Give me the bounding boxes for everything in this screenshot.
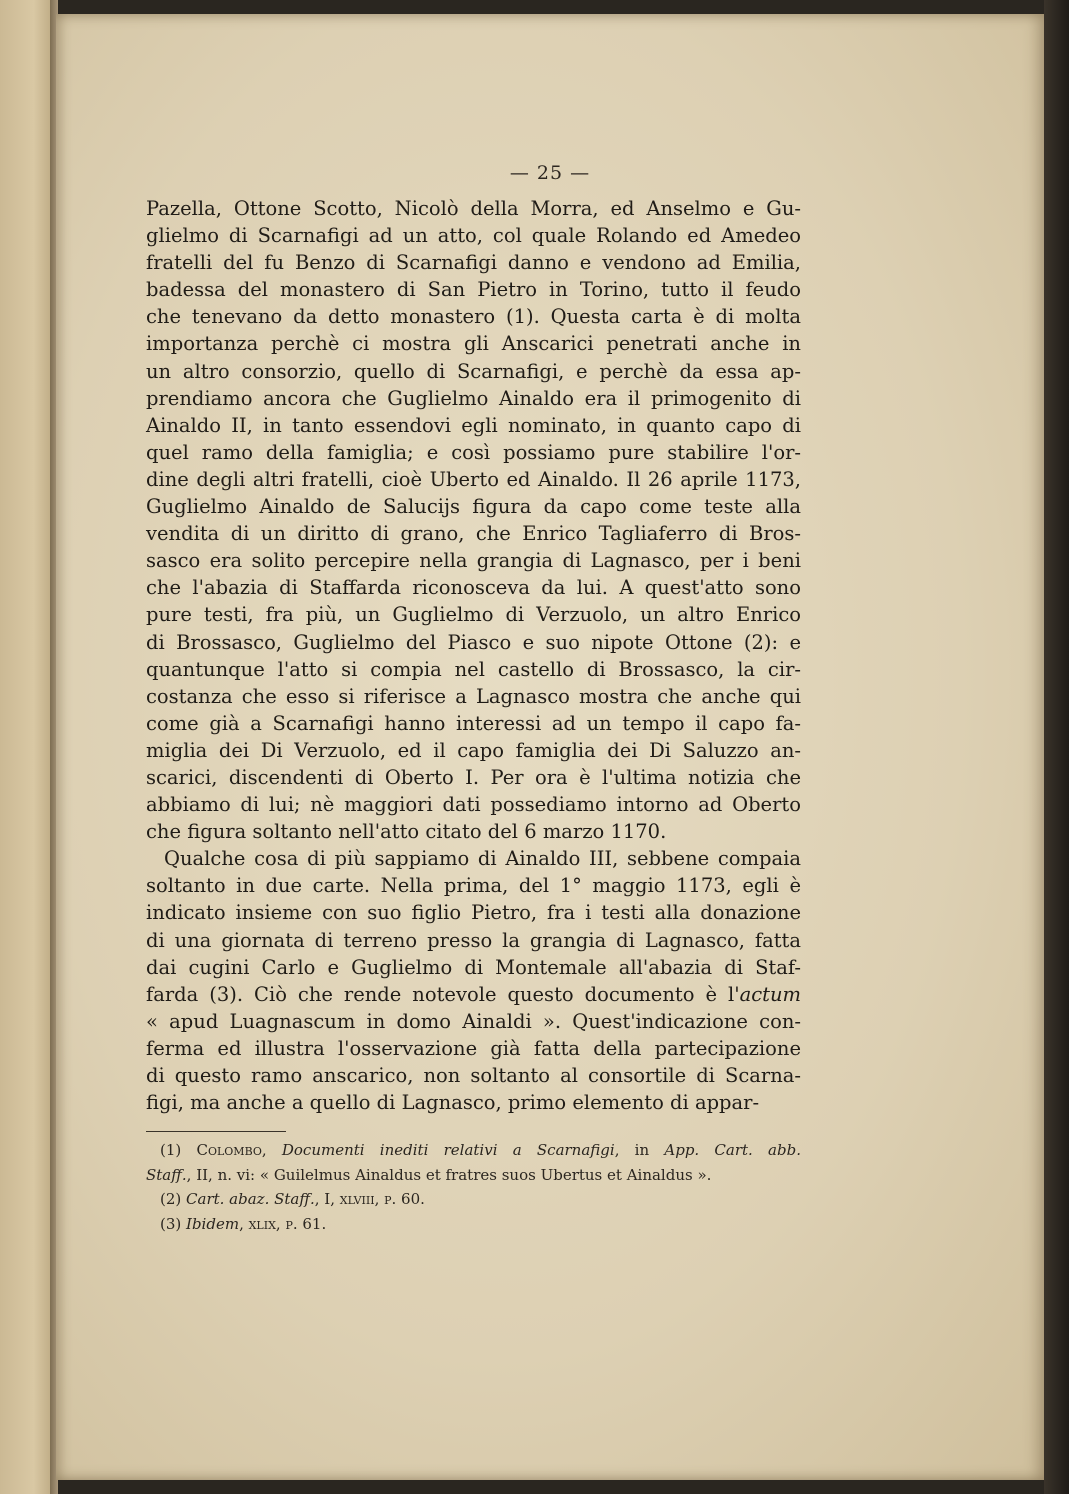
text-line: badessa del monastero di San Pietro in Torino, tutto il feudo (146, 278, 801, 302)
text-line: dai cugini Carlo e Guglielmo di Montemale all'abazia di Staf- (146, 955, 801, 979)
text-line: di una giornata di terreno presso la grangia di Lagnasco, fatta (146, 928, 801, 952)
footnote-1: (1) Colombo, Documenti inediti relativi a Scarnafigi, in App. Cart. abb. (160, 1141, 801, 1159)
text-line: un altro consorzio, quello di Scarnafigi, e perchè da essa ap- (146, 359, 801, 383)
text-line: farda (3). Ciò che rende notevole questo documento è l'actum (146, 982, 801, 1006)
text-line: soltanto in due carte. Nella prima, del 1° maggio 1173, egli è (146, 874, 801, 898)
text-line: come già a Scarnafigi hanno interessi ad un tempo il capo fa- (146, 711, 801, 735)
text-line: glielmo di Scarnafigi ad un atto, col quale Rolando ed Amedeo (146, 224, 801, 248)
text-line: dine degli altri fratelli, cioè Uberto ed Ainaldo. Il 26 aprile 1173, (146, 467, 801, 491)
text-line: vendita di un diritto di grano, che Enrico Tagliaferro di Bros- (146, 522, 801, 546)
scan-background (1044, 0, 1069, 1494)
footnote-3: (3) Ibidem, xlix, p. 61. (160, 1214, 327, 1233)
footnote-1-cont: Staff., II, n. vi: « Guilelmus Ainaldus et fratres suos Ubertus et Ainaldus ». (146, 1165, 712, 1184)
text-line: Qualche cosa di più sappiamo di Ainaldo III, sebbene compaia (164, 847, 801, 871)
text-line: che l'abazia di Staffarda riconosceva da lui. A quest'atto sono (146, 576, 801, 600)
text-line: importanza perchè ci mostra gli Anscarici penetrati anche in (146, 332, 801, 356)
text-line: ferma ed illustra l'osservazione già fatta della partecipazione (146, 1036, 801, 1060)
text-line: fratelli del fu Benzo di Scarnafigi danno e vendono ad Emilia, (146, 251, 801, 275)
text-line: scarici, discendenti di Oberto I. Per ora è l'ultima notizia che (146, 765, 801, 789)
footnote-rule (146, 1131, 286, 1132)
text-line: Pazella, Ottone Scotto, Nicolò della Morra, ed Anselmo e Gu- (146, 197, 801, 220)
text-line: figi, ma anche a quello di Lagnasco, primo elemento di appar- (146, 1091, 760, 1115)
text-line: Ainaldo II, in tanto essendovi egli nominato, in quanto capo di (146, 413, 801, 437)
text-line: quantunque l'atto si compia nel castello di Brossasco, la cir- (146, 657, 801, 681)
facing-page-edge (0, 0, 56, 1494)
main-text (146, 195, 801, 1116)
text-line: abbiamo di lui; nè maggiori dati possediamo intorno ad Oberto (146, 793, 801, 817)
text-line: di Brossasco, Guglielmo del Piasco e suo nipote Ottone (2): e (146, 630, 801, 654)
text-line: indicato insieme con suo figlio Pietro, fra i testi alla donazione (146, 901, 801, 925)
text-line: « apud Luagnascum in domo Ainaldi ». Quest'indicazione con- (146, 1009, 801, 1033)
text-line: costanza che esso si riferisce a Lagnasco mostra che anche qui (146, 684, 801, 708)
text-line: che tenevano da detto monastero (1). Questa carta è di molta (146, 305, 801, 329)
text-line: prendiamo ancora che Guglielmo Ainaldo era il primogenito di (146, 386, 801, 410)
text-line: quel ramo della famiglia; e così possiamo pure stabilire l'or- (146, 440, 801, 464)
text-line: miglia dei Di Verzuolo, ed il capo famiglia dei Di Saluzzo an- (146, 738, 801, 762)
text-line: pure testi, fra più, un Guglielmo di Verzuolo, un altro Enrico (146, 603, 801, 627)
footnotes (146, 1138, 801, 1236)
italic-word: actum (739, 982, 801, 1006)
text-line: che figura soltanto nell'atto citato del 6 marzo 1170. (146, 820, 667, 844)
page-number: — 25 — (509, 162, 591, 184)
text-line: di questo ramo anscarico, non soltanto al consortile di Scarna- (146, 1064, 801, 1087)
text-line: sasco era solito percepire nella grangia di Lagnasco, per i beni (146, 549, 801, 573)
footnote-2: (2) Cart. abaz. Staff., I, xlviii, p. 60. (160, 1190, 425, 1208)
text-line: Guglielmo Ainaldo de Salucijs figura da capo come teste alla (146, 495, 801, 519)
